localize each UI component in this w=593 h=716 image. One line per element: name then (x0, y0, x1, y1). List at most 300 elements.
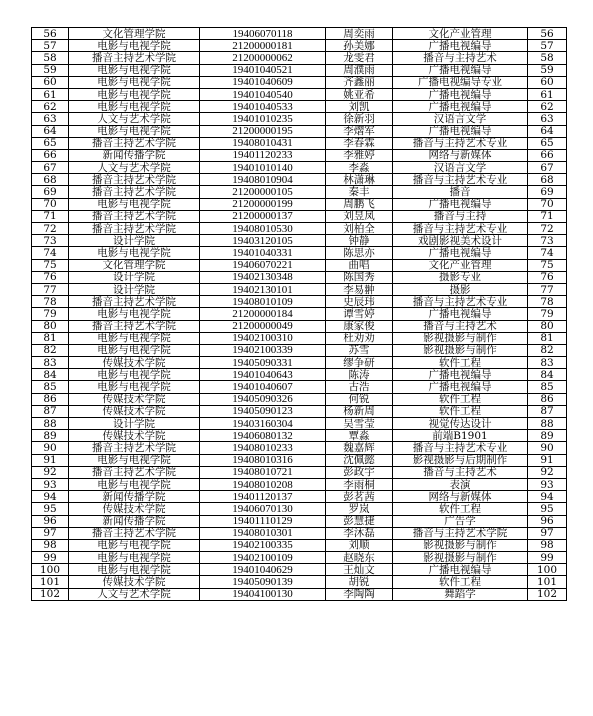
row-index-right-cell: 60 (528, 76, 567, 88)
college-cell: 电影与电视学院 (69, 64, 200, 76)
row-index-right-cell: 94 (528, 491, 567, 503)
row-index-cell: 72 (32, 223, 69, 235)
name-cell: 史辰玮 (326, 296, 393, 308)
row-index-right-cell: 69 (528, 186, 567, 198)
row-index-cell: 86 (32, 393, 69, 405)
major-cell: 舞蹈学 (393, 588, 528, 600)
row-index-right-cell: 75 (528, 259, 567, 271)
table-row (32, 405, 567, 417)
table-row (32, 149, 567, 161)
table-body (32, 28, 567, 601)
major-cell: 播音与主持艺术专业 (393, 223, 528, 235)
name-cell: 钟静 (326, 235, 393, 247)
major-cell: 软件工程 (393, 405, 528, 417)
student-id-cell: 19403120105 (200, 235, 326, 247)
row-index-right-cell: 78 (528, 296, 567, 308)
row-index-right-cell: 97 (528, 527, 567, 539)
name-cell: 苏雪 (326, 344, 393, 356)
name-cell: 李春霖 (326, 137, 393, 149)
student-id-cell: 19402130101 (200, 283, 326, 295)
college-cell: 播音主持艺术学院 (69, 527, 200, 539)
row-index-right-cell: 56 (528, 28, 567, 40)
table-row (32, 296, 567, 308)
table-row (32, 113, 567, 125)
row-index-cell: 77 (32, 283, 69, 295)
table-row (32, 478, 567, 490)
row-index-right-cell: 68 (528, 174, 567, 186)
college-cell: 人文与艺术学院 (69, 162, 200, 174)
row-index-right-cell: 74 (528, 247, 567, 259)
student-id-cell: 19408010233 (200, 442, 326, 454)
table-row (32, 28, 567, 40)
row-index-right-cell: 83 (528, 357, 567, 369)
row-index-cell: 74 (32, 247, 69, 259)
student-id-cell: 19408010316 (200, 454, 326, 466)
major-cell: 播音与主持艺术 (393, 320, 528, 332)
student-id-cell: 21200000049 (200, 320, 326, 332)
college-cell: 电影与电视学院 (69, 40, 200, 52)
college-cell: 电影与电视学院 (69, 539, 200, 551)
row-index-cell: 87 (32, 405, 69, 417)
table-row (32, 320, 567, 332)
row-index-cell: 59 (32, 64, 69, 76)
row-index-right-cell: 58 (528, 52, 567, 64)
college-cell: 播音主持艺术学院 (69, 466, 200, 478)
row-index-cell: 65 (32, 137, 69, 149)
name-cell: 王灿文 (326, 564, 393, 576)
row-index-cell: 81 (32, 332, 69, 344)
table-row (32, 283, 567, 295)
row-index-cell: 95 (32, 503, 69, 515)
college-cell: 设计学院 (69, 418, 200, 430)
student-id-cell: 19402100310 (200, 332, 326, 344)
college-cell: 电影与电视学院 (69, 198, 200, 210)
table-row (32, 552, 567, 564)
college-cell: 电影与电视学院 (69, 478, 200, 490)
row-index-right-cell: 90 (528, 442, 567, 454)
row-index-cell: 88 (32, 418, 69, 430)
major-cell: 影视摄影与制作 (393, 539, 528, 551)
student-id-cell: 19401040629 (200, 564, 326, 576)
college-cell: 电影与电视学院 (69, 344, 200, 356)
student-id-cell: 19406070130 (200, 503, 326, 515)
major-cell: 播音与主持艺术专业 (393, 174, 528, 186)
row-index-cell: 78 (32, 296, 69, 308)
row-index-cell: 94 (32, 491, 69, 503)
major-cell: 广告学 (393, 515, 528, 527)
name-cell: 徐新羽 (326, 113, 393, 125)
table-row (32, 125, 567, 137)
major-cell: 戏剧影视美术设计 (393, 235, 528, 247)
row-index-cell: 66 (32, 149, 69, 161)
major-cell: 网络与新媒体 (393, 149, 528, 161)
name-cell: 曲唱 (326, 259, 393, 271)
table-row (32, 198, 567, 210)
table-row (32, 515, 567, 527)
name-cell: 刘昱凤 (326, 210, 393, 222)
row-index-right-cell: 71 (528, 210, 567, 222)
name-cell: 林潇琳 (326, 174, 393, 186)
row-index-right-cell: 62 (528, 101, 567, 113)
major-cell: 视觉传达设计 (393, 418, 528, 430)
major-cell: 广播电视编导 (393, 247, 528, 259)
student-id-cell: 19401110129 (200, 515, 326, 527)
table-row (32, 259, 567, 271)
college-cell: 传媒技术学院 (69, 405, 200, 417)
row-index-right-cell: 96 (528, 515, 567, 527)
row-index-cell: 76 (32, 271, 69, 283)
row-index-cell: 73 (32, 235, 69, 247)
college-cell: 新闻传播学院 (69, 515, 200, 527)
table-row (32, 210, 567, 222)
major-cell: 广播电视编导 (393, 381, 528, 393)
row-index-cell: 68 (32, 174, 69, 186)
row-index-right-cell: 64 (528, 125, 567, 137)
row-index-right-cell: 67 (528, 162, 567, 174)
student-id-cell: 19401120233 (200, 149, 326, 161)
college-cell: 播音主持艺术学院 (69, 137, 200, 149)
name-cell: 杜劝劝 (326, 332, 393, 344)
college-cell: 播音主持艺术学院 (69, 223, 200, 235)
name-cell: 秦丰 (326, 186, 393, 198)
row-index-cell: 56 (32, 28, 69, 40)
major-cell: 广播电视编导 (393, 101, 528, 113)
major-cell: 影视摄影与制作 (393, 552, 528, 564)
name-cell: 刘凯 (326, 101, 393, 113)
name-cell: 李淼 (326, 162, 393, 174)
row-index-cell: 85 (32, 381, 69, 393)
college-cell: 电影与电视学院 (69, 308, 200, 320)
name-cell: 李雅婷 (326, 149, 393, 161)
student-id-cell: 19408010530 (200, 223, 326, 235)
student-id-cell: 19408010208 (200, 478, 326, 490)
major-cell: 广播电视编导专业 (393, 76, 528, 88)
table-row (32, 101, 567, 113)
row-index-right-cell: 82 (528, 344, 567, 356)
table-row (32, 588, 567, 600)
row-index-right-cell: 88 (528, 418, 567, 430)
name-cell: 赵晓东 (326, 552, 393, 564)
row-index-right-cell: 81 (528, 332, 567, 344)
row-index-cell: 83 (32, 357, 69, 369)
row-index-cell: 93 (32, 478, 69, 490)
college-cell: 播音主持艺术学院 (69, 52, 200, 64)
name-cell: 彭政宇 (326, 466, 393, 478)
row-index-right-cell: 57 (528, 40, 567, 52)
row-index-cell: 64 (32, 125, 69, 137)
row-index-cell: 63 (32, 113, 69, 125)
major-cell: 摄影 (393, 283, 528, 295)
row-index-cell: 69 (32, 186, 69, 198)
major-cell: 播音与主持艺术 (393, 466, 528, 478)
college-cell: 传媒技术学院 (69, 430, 200, 442)
college-cell: 设计学院 (69, 283, 200, 295)
college-cell: 电影与电视学院 (69, 552, 200, 564)
college-cell: 电影与电视学院 (69, 247, 200, 259)
major-cell: 播音与主持艺术 (393, 52, 528, 64)
college-cell: 新闻传播学院 (69, 491, 200, 503)
name-cell: 周鹏飞 (326, 198, 393, 210)
student-id-cell: 19408010109 (200, 296, 326, 308)
major-cell: 影视摄影与制作 (393, 344, 528, 356)
table-row (32, 235, 567, 247)
major-cell: 播音与主持艺术专业 (393, 137, 528, 149)
table-row (32, 539, 567, 551)
row-index-cell: 58 (32, 52, 69, 64)
college-cell: 电影与电视学院 (69, 125, 200, 137)
table-row (32, 76, 567, 88)
student-id-cell: 19401040643 (200, 369, 326, 381)
major-cell: 软件工程 (393, 393, 528, 405)
row-index-right-cell: 61 (528, 88, 567, 100)
college-cell: 新闻传播学院 (69, 149, 200, 161)
major-cell: 播音与主持 (393, 210, 528, 222)
major-cell: 前端B1901 (393, 430, 528, 442)
row-index-right-cell: 102 (528, 588, 567, 600)
table-row (32, 174, 567, 186)
major-cell: 文化产业管理 (393, 259, 528, 271)
name-cell: 周奕雨 (326, 28, 393, 40)
table-row (32, 393, 567, 405)
student-id-cell: 19402100109 (200, 552, 326, 564)
student-id-cell: 21200000181 (200, 40, 326, 52)
row-index-right-cell: 91 (528, 454, 567, 466)
name-cell: 罗岚 (326, 503, 393, 515)
college-cell: 播音主持艺术学院 (69, 320, 200, 332)
name-cell: 李易翀 (326, 283, 393, 295)
table-row (32, 64, 567, 76)
name-cell: 陈思亦 (326, 247, 393, 259)
college-cell: 播音主持艺术学院 (69, 174, 200, 186)
table-row (32, 357, 567, 369)
student-id-cell: 19408010904 (200, 174, 326, 186)
major-cell: 软件工程 (393, 357, 528, 369)
student-id-cell: 21200000062 (200, 52, 326, 64)
name-cell: 沈佩懿 (326, 454, 393, 466)
row-index-right-cell: 63 (528, 113, 567, 125)
student-id-cell: 19401040540 (200, 88, 326, 100)
college-cell: 文化管理学院 (69, 259, 200, 271)
student-id-cell: 19401040607 (200, 381, 326, 393)
major-cell: 广播电视编导 (393, 64, 528, 76)
table-row (32, 308, 567, 320)
college-cell: 播音主持艺术学院 (69, 296, 200, 308)
table-row (32, 454, 567, 466)
row-index-right-cell: 80 (528, 320, 567, 332)
row-index-right-cell: 79 (528, 308, 567, 320)
table-row (32, 332, 567, 344)
name-cell: 何锐 (326, 393, 393, 405)
name-cell: 陈涛 (326, 369, 393, 381)
row-index-right-cell: 84 (528, 369, 567, 381)
major-cell: 广播电视编导 (393, 564, 528, 576)
college-cell: 播音主持艺术学院 (69, 210, 200, 222)
row-index-right-cell: 98 (528, 539, 567, 551)
student-id-cell: 19401040533 (200, 101, 326, 113)
name-cell: 刘顺 (326, 539, 393, 551)
name-cell: 李雨桐 (326, 478, 393, 490)
row-index-cell: 102 (32, 588, 69, 600)
major-cell: 播音与主持艺术学院 (393, 527, 528, 539)
name-cell: 胡锐 (326, 576, 393, 588)
student-id-cell: 19408010301 (200, 527, 326, 539)
college-cell: 传媒技术学院 (69, 503, 200, 515)
student-id-cell: 19401010140 (200, 162, 326, 174)
name-cell: 姚亚希 (326, 88, 393, 100)
table-row (32, 418, 567, 430)
major-cell: 网络与新媒体 (393, 491, 528, 503)
table-row (32, 369, 567, 381)
college-cell: 电影与电视学院 (69, 332, 200, 344)
row-index-cell: 98 (32, 539, 69, 551)
row-index-right-cell: 95 (528, 503, 567, 515)
college-cell: 播音主持艺术学院 (69, 442, 200, 454)
row-index-cell: 89 (32, 430, 69, 442)
table-row (32, 137, 567, 149)
row-index-cell: 75 (32, 259, 69, 271)
row-index-right-cell: 72 (528, 223, 567, 235)
college-cell: 传媒技术学院 (69, 357, 200, 369)
name-cell: 康家俊 (326, 320, 393, 332)
college-cell: 设计学院 (69, 271, 200, 283)
table-row (32, 442, 567, 454)
table-row (32, 40, 567, 52)
row-index-right-cell: 76 (528, 271, 567, 283)
row-index-right-cell: 100 (528, 564, 567, 576)
student-id-cell: 19405090331 (200, 357, 326, 369)
student-id-cell: 19408010721 (200, 466, 326, 478)
table-row (32, 576, 567, 588)
student-id-cell: 19404100130 (200, 588, 326, 600)
row-index-right-cell: 101 (528, 576, 567, 588)
student-id-cell: 21200000137 (200, 210, 326, 222)
table-row (32, 564, 567, 576)
row-index-right-cell: 86 (528, 393, 567, 405)
student-id-cell: 19402100339 (200, 344, 326, 356)
student-id-cell: 21200000195 (200, 125, 326, 137)
student-id-cell: 19406070221 (200, 259, 326, 271)
name-cell: 谭雪婷 (326, 308, 393, 320)
student-id-cell: 19402100335 (200, 539, 326, 551)
student-id-cell: 19405090139 (200, 576, 326, 588)
name-cell: 齐鑫丽 (326, 76, 393, 88)
name-cell: 覃淼 (326, 430, 393, 442)
row-index-cell: 100 (32, 564, 69, 576)
row-index-right-cell: 87 (528, 405, 567, 417)
major-cell: 文化产业管理 (393, 28, 528, 40)
student-id-cell: 19408010431 (200, 137, 326, 149)
college-cell: 传媒技术学院 (69, 576, 200, 588)
student-id-cell: 19406080132 (200, 430, 326, 442)
student-id-cell: 19401040331 (200, 247, 326, 259)
major-cell: 软件工程 (393, 503, 528, 515)
student-id-cell: 19403160304 (200, 418, 326, 430)
college-cell: 电影与电视学院 (69, 369, 200, 381)
college-cell: 播音主持艺术学院 (69, 186, 200, 198)
row-index-right-cell: 89 (528, 430, 567, 442)
table-row (32, 88, 567, 100)
major-cell: 影视摄影与制作 (393, 332, 528, 344)
student-id-cell: 21200000105 (200, 186, 326, 198)
student-id-cell: 19402130348 (200, 271, 326, 283)
table-row (32, 430, 567, 442)
table-row (32, 491, 567, 503)
student-id-cell: 19401040521 (200, 64, 326, 76)
row-index-cell: 91 (32, 454, 69, 466)
major-cell: 广播电视编导 (393, 88, 528, 100)
major-cell: 汉语言文学 (393, 113, 528, 125)
college-cell: 电影与电视学院 (69, 101, 200, 113)
table-row (32, 247, 567, 259)
student-id-cell: 19401040609 (200, 76, 326, 88)
college-cell: 电影与电视学院 (69, 76, 200, 88)
row-index-right-cell: 77 (528, 283, 567, 295)
student-id-cell: 21200000184 (200, 308, 326, 320)
table-row (32, 344, 567, 356)
table-row (32, 271, 567, 283)
row-index-cell: 82 (32, 344, 69, 356)
row-index-cell: 90 (32, 442, 69, 454)
row-index-right-cell: 93 (528, 478, 567, 490)
college-cell: 电影与电视学院 (69, 454, 200, 466)
major-cell: 汉语言文学 (393, 162, 528, 174)
row-index-right-cell: 66 (528, 149, 567, 161)
table-row (32, 503, 567, 515)
college-cell: 电影与电视学院 (69, 564, 200, 576)
row-index-right-cell: 73 (528, 235, 567, 247)
college-cell: 电影与电视学院 (69, 88, 200, 100)
student-id-cell: 19405090123 (200, 405, 326, 417)
table-row (32, 381, 567, 393)
name-cell: 彭慧捷 (326, 515, 393, 527)
row-index-cell: 70 (32, 198, 69, 210)
table-row (32, 527, 567, 539)
name-cell: 彭茗茜 (326, 491, 393, 503)
major-cell: 软件工程 (393, 576, 528, 588)
table-row (32, 162, 567, 174)
row-index-cell: 61 (32, 88, 69, 100)
student-id-cell: 21200000199 (200, 198, 326, 210)
row-index-right-cell: 65 (528, 137, 567, 149)
row-index-right-cell: 85 (528, 381, 567, 393)
name-cell: 杨新周 (326, 405, 393, 417)
name-cell: 李熠军 (326, 125, 393, 137)
college-cell: 电影与电视学院 (69, 381, 200, 393)
name-cell: 魏嘉辉 (326, 442, 393, 454)
row-index-cell: 79 (32, 308, 69, 320)
major-cell: 广播电视编导 (393, 125, 528, 137)
row-index-cell: 71 (32, 210, 69, 222)
name-cell: 刘柏全 (326, 223, 393, 235)
college-cell: 人文与艺术学院 (69, 588, 200, 600)
name-cell: 李陶陶 (326, 588, 393, 600)
name-cell: 孙美娜 (326, 40, 393, 52)
name-cell: 陈国秀 (326, 271, 393, 283)
college-cell: 人文与艺术学院 (69, 113, 200, 125)
row-index-cell: 62 (32, 101, 69, 113)
major-cell: 表演 (393, 478, 528, 490)
row-index-cell: 97 (32, 527, 69, 539)
table-row (32, 52, 567, 64)
row-index-cell: 60 (32, 76, 69, 88)
name-cell: 周濮雨 (326, 64, 393, 76)
name-cell: 龙雯君 (326, 52, 393, 64)
student-id-cell: 19405090326 (200, 393, 326, 405)
table-row (32, 466, 567, 478)
major-cell: 广播电视编导 (393, 308, 528, 320)
student-id-cell: 19401120137 (200, 491, 326, 503)
college-cell: 传媒技术学院 (69, 393, 200, 405)
